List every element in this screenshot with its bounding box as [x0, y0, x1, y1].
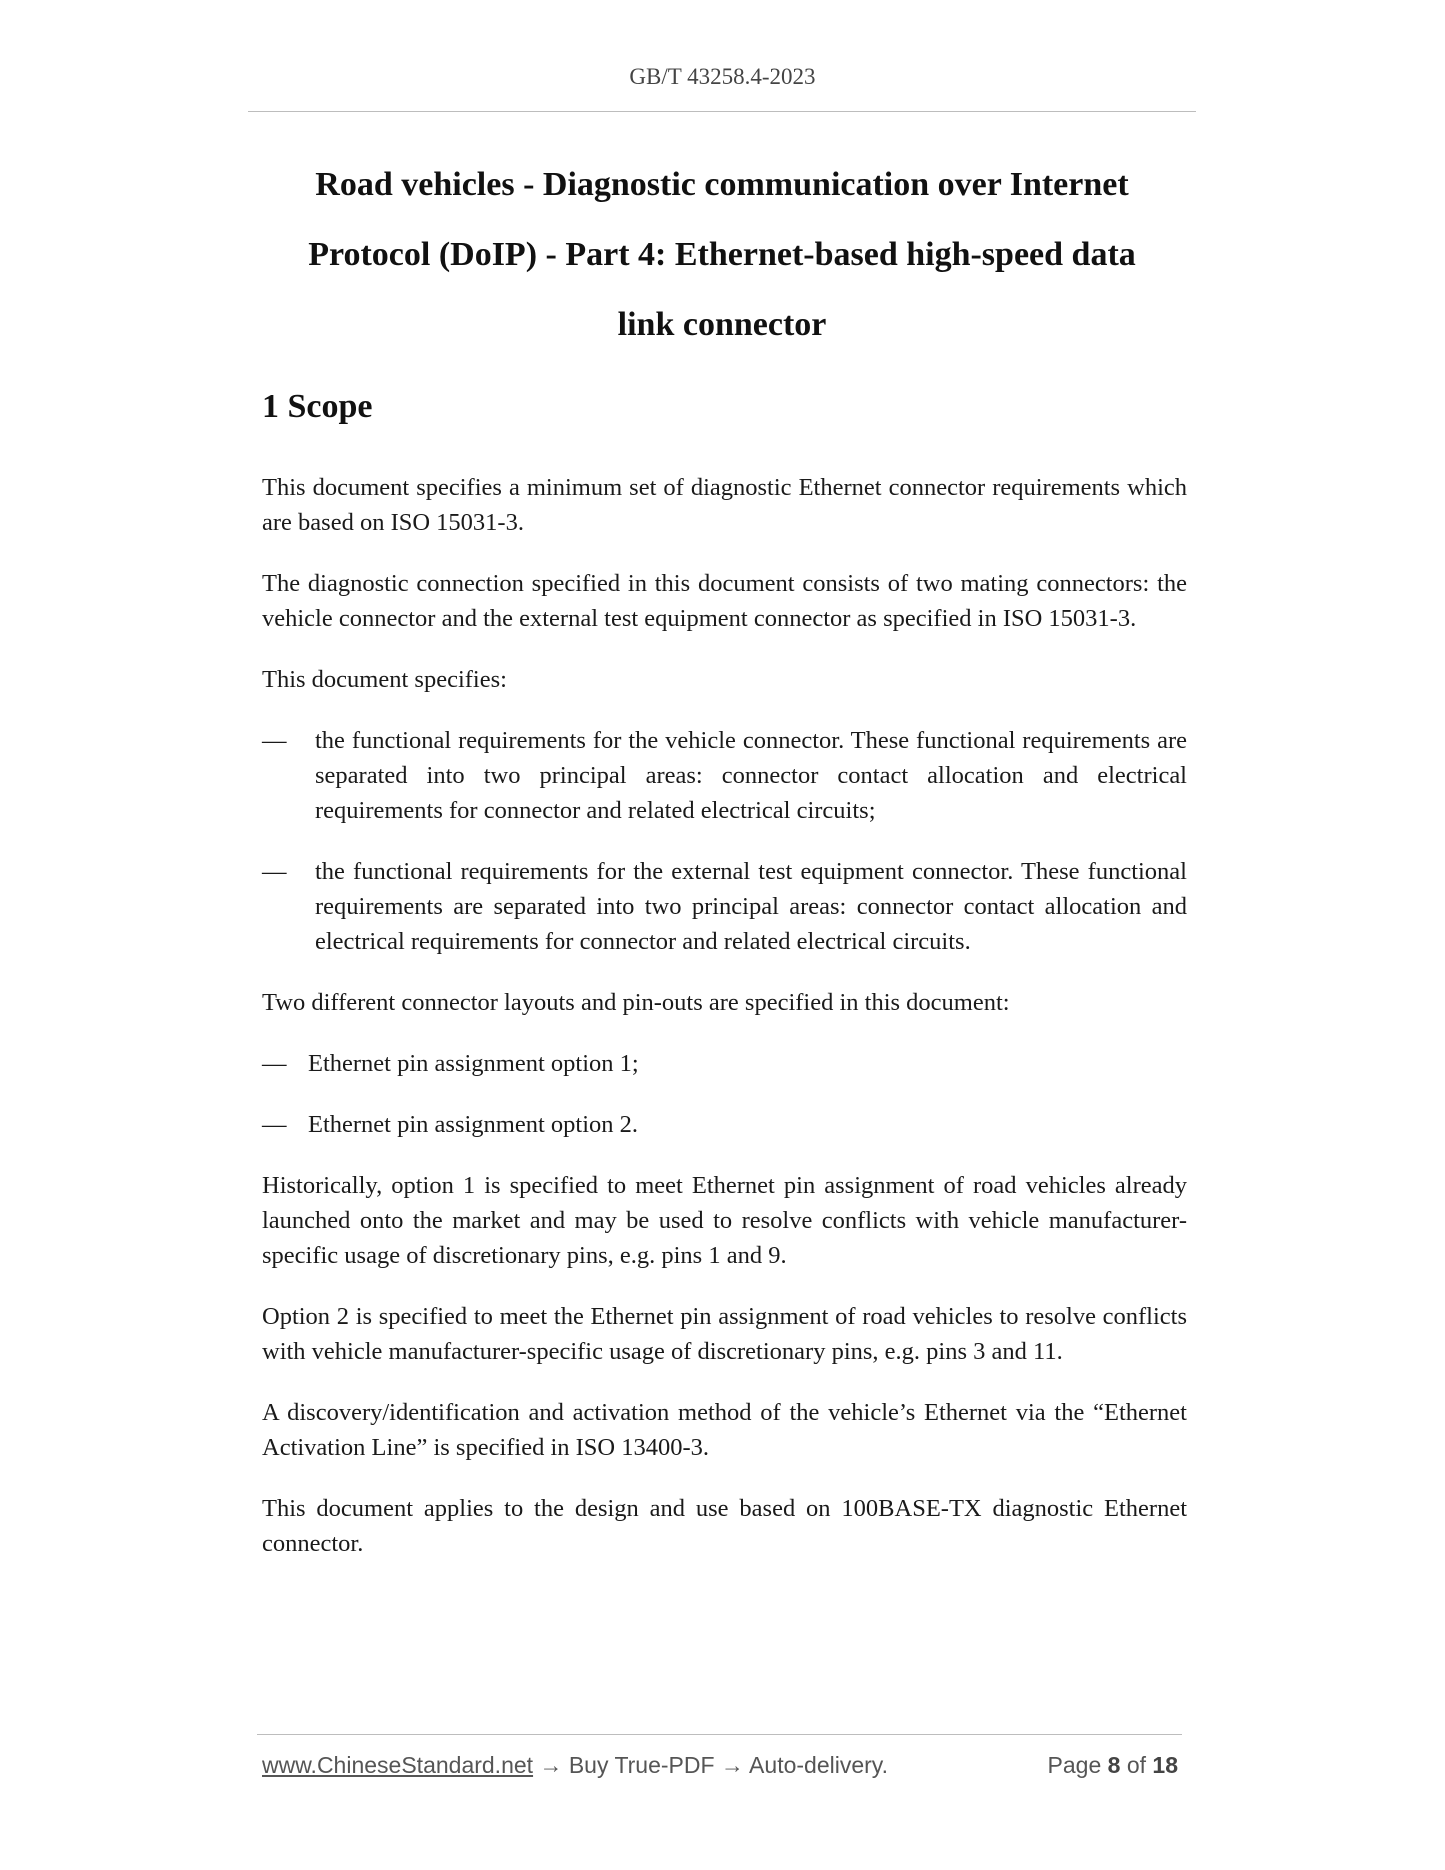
list-item	[262, 723, 1187, 828]
list-item-text: the functional requirements for the vehicle connector. These functional requirements are separated into two principal areas: connector contact allocation and electrical requirements for connector and related electrical circuits;	[315, 727, 1187, 824]
list-item-text: Ethernet pin assignment option 1;	[308, 1050, 639, 1077]
of-label: of	[1126, 1752, 1147, 1778]
footer-promo	[262, 1752, 888, 1779]
dash-bullet: —	[262, 858, 287, 885]
footer-divider	[257, 1734, 1182, 1735]
paragraph-4: Two different connector layouts and pin-outs are specified in this document:	[262, 989, 1010, 1016]
dash-bullet: —	[262, 1111, 287, 1138]
paragraph-6: Option 2 is specified to meet the Ethernet pin assignment of road vehicles to resolve conflicts with vehicle manufacturer-specific usage of discretionary pins, e.g. pins 3 and 11.	[262, 1303, 1187, 1365]
dash-bullet: —	[262, 1050, 287, 1077]
scope-body	[262, 470, 1187, 1587]
list-item-text: the functional requirements for the external test equipment connector. These functional requirements are separated into two principal areas: connector contact allocation and electrical requirements for connector and related electrical circuits.	[315, 858, 1187, 955]
paragraph-7: A discovery/identification and activation method of the vehicle’s Ethernet via the “Ethernet Activation Line” is specified in ISO 13400-3.	[262, 1399, 1187, 1461]
document-title	[262, 150, 1182, 360]
website-link[interactable]: www.ChineseStandard.net	[262, 1752, 534, 1778]
title-line-2: Protocol (DoIP) - Part 4: Ethernet-based high-speed data	[308, 236, 1136, 273]
page-indicator	[1048, 1752, 1178, 1779]
list-item-text: Ethernet pin assignment option 2.	[308, 1111, 639, 1138]
current-page-number: 8	[1107, 1752, 1121, 1778]
footer-promo-text: → Buy True-PDF → Auto-delivery.	[533, 1752, 888, 1778]
document-code: GB/T 43258.4-2023	[629, 64, 816, 89]
list-item	[262, 854, 1187, 959]
paragraph-5: Historically, option 1 is specified to meet Ethernet pin assignment of road vehicles already launched onto the market and may be used to resolve conflicts with vehicle manufacturer-specific usage of discretionary pins, e.g. pins 1 and 9.	[262, 1172, 1187, 1269]
header-divider	[248, 111, 1196, 112]
section-heading-scope: 1 Scope	[262, 388, 373, 425]
list-item	[262, 1046, 1187, 1081]
paragraph-2: The diagnostic connection specified in this document consists of two mating connectors: the vehicle connector and the external test equipment connector as specified in ISO 15031-3.	[262, 570, 1187, 632]
dash-bullet: —	[262, 727, 287, 754]
list-item	[262, 1107, 1187, 1142]
paragraph-1: This document specifies a minimum set of diagnostic Ethernet connector requirements which are based on ISO 15031-3.	[262, 474, 1187, 536]
title-line-1: Road vehicles - Diagnostic communication over Internet	[315, 166, 1129, 203]
paragraph-8: This document applies to the design and use based on 100BASE-TX diagnostic Ethernet connector.	[262, 1495, 1187, 1557]
paragraph-3: This document specifies:	[262, 666, 507, 693]
title-line-3: link connector	[617, 306, 827, 343]
page-label: Page	[1047, 1752, 1102, 1778]
total-page-number: 18	[1152, 1752, 1178, 1778]
